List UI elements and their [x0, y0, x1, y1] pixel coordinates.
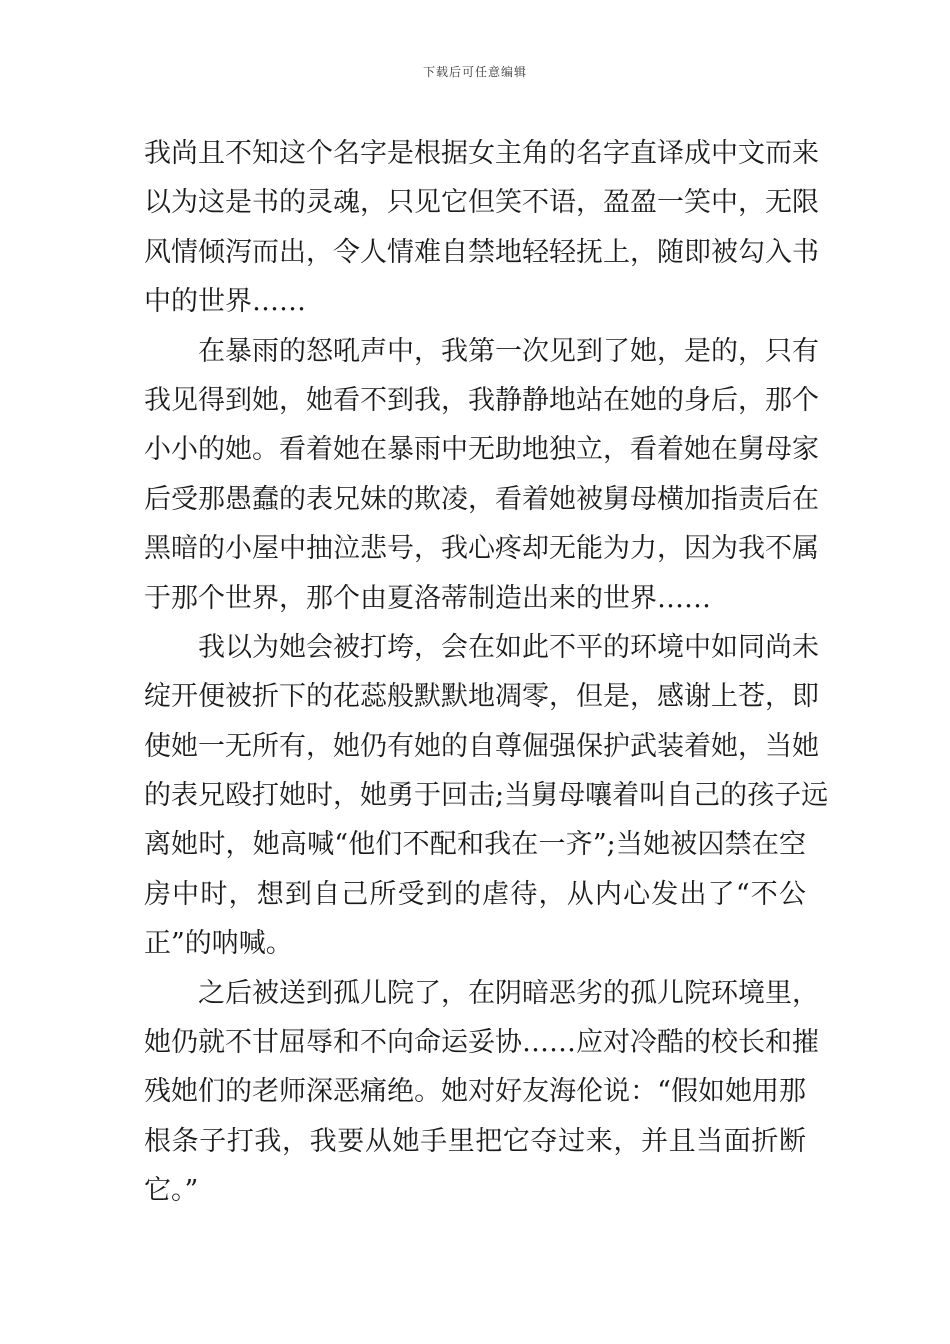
text-line: 在暴雨的怒吼声中，我第一次见到了她，是的，只有 [198, 335, 819, 367]
text-line: 它。” [144, 1175, 199, 1207]
text-line: 后受那愚蠢的表兄妹的欺凌，看着她被舅母横加指责后在 [144, 483, 819, 515]
text-line: 残她们的老师深恶痛绝。她对好友海伦说：“假如她用那 [144, 1076, 806, 1108]
text-line: 根条子打我，我要从她手里把它夺过来，并且当面折断 [144, 1125, 806, 1157]
text-line: 她仍就不甘屈辱和不向命运妥协……应对冷酷的校长和摧 [144, 1027, 819, 1059]
text-line: 绽开便被折下的花蕊般默默地凋零，但是，感谢上苍，即 [144, 681, 819, 713]
text-line: 小小的她。看着她在暴雨中无助地独立，看着她在舅母家 [144, 434, 819, 466]
text-line: 黑暗的小屋中抽泣悲号，我心疼却无能为力，因为我不属 [144, 533, 819, 565]
text-line: 我尚且不知这个名字是根据女主角的名字直译成中文而来 [144, 138, 819, 169]
text-line: 正”的呐喊。 [144, 928, 293, 960]
text-line: 我见得到她，她看不到我，我静静地站在她的身后，那个 [144, 384, 819, 416]
body-text [144, 129, 829, 1216]
text-line: 风情倾泻而出，令人情难自禁地轻轻抚上，随即被勾入书 [144, 236, 819, 268]
text-line: 我以为她会被打垮，会在如此不平的环境中如同尚未 [198, 631, 819, 663]
text-line: 之后被送到孤儿院了，在阴暗恶劣的孤儿院环境里， [198, 977, 819, 1009]
page-header: 下载后可任意编辑 [422, 65, 527, 79]
text-line: 以为这是书的灵魂，只见它但笑不语，盈盈一笑中，无限 [144, 187, 819, 219]
text-line: 房中时，想到自己所受到的虐待，从内心发出了“不公 [144, 878, 806, 910]
text-line: 离她时，她高喊“他们不配和我在一齐”;当她被囚禁在空 [144, 829, 806, 861]
text-line: 中的世界…… [144, 286, 306, 318]
text-line: 使她一无所有，她仍有她的自尊倔强保护武装着她，当她 [144, 730, 819, 762]
text-line: 于那个世界，那个由夏洛蒂制造出来的世界…… [144, 582, 711, 614]
text-line: 的表兄殴打她时，她勇于回击;当舅母嚷着叫自己的孩子远 [144, 780, 829, 812]
